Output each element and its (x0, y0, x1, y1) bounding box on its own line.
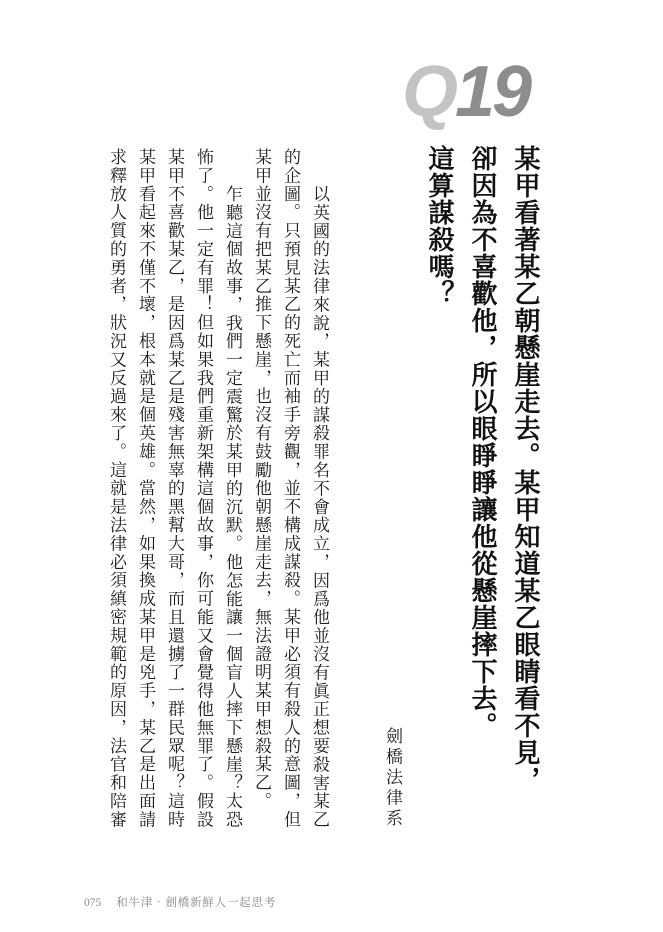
book-title: 和牛津‧劍橋新鮮人一起思考 (116, 897, 277, 909)
body-column-5: 怖了。他一定有罪！但如果我們重新架構這個故事，你可能又會覺得他無罪了。假設 (194, 148, 213, 829)
question-text-block (418, 145, 547, 845)
q-letter: Q (402, 52, 456, 132)
body-column-6: 某甲不喜歡某乙，是因爲某乙是殘害無辜的黑幫大哥，而且還擄了一群民眾呢？這時 (165, 148, 184, 829)
body-column-7: 某甲看起來不僅不壞，根本就是個英雄。當然，如果換成某甲是兇手，某乙是出面請 (136, 148, 155, 829)
body-column-3: 某甲並沒有把某乙推下懸崖，也沒有鼓勵他朝懸崖走去，無法證明某甲想殺某乙。 (252, 148, 271, 811)
question-column-1: 某甲看著某乙朝懸崖走去。某甲知道某乙眼睛看不見， (511, 145, 541, 793)
page-number: 075 (84, 897, 102, 909)
body-column-4: 乍聽這個故事，我們一定震驚於某甲的沉默。他怎能讓一個盲人摔下懸崖？太恐 (223, 185, 242, 829)
page-footer (84, 894, 276, 910)
body-column-1: 以英國的法律來說，某甲的謀殺罪名不會成立，因爲他並沒有眞正想要殺害某乙 (310, 185, 329, 829)
q-number: 19 (455, 52, 530, 132)
question-column-2: 卻因為不喜歡他，所以眼睜睜讓他從懸崖摔下去。 (468, 145, 498, 739)
body-column-8: 求釋放人質的勇者，狀況又反過來了。這就是法律必須縝密規範的原因，法官和陪審 (107, 148, 126, 829)
attribution-cambridge-law: 劍橋法律系 (383, 727, 402, 830)
answer-text-block (102, 148, 334, 848)
body-column-2: 的企圖。只預見某乙的死亡而袖手旁觀，並不構成謀殺。某甲必須有殺人的意圖，但 (281, 148, 300, 829)
question-column-3: 這算謀殺嗎？ (425, 145, 455, 307)
question-number-heading (402, 52, 530, 132)
